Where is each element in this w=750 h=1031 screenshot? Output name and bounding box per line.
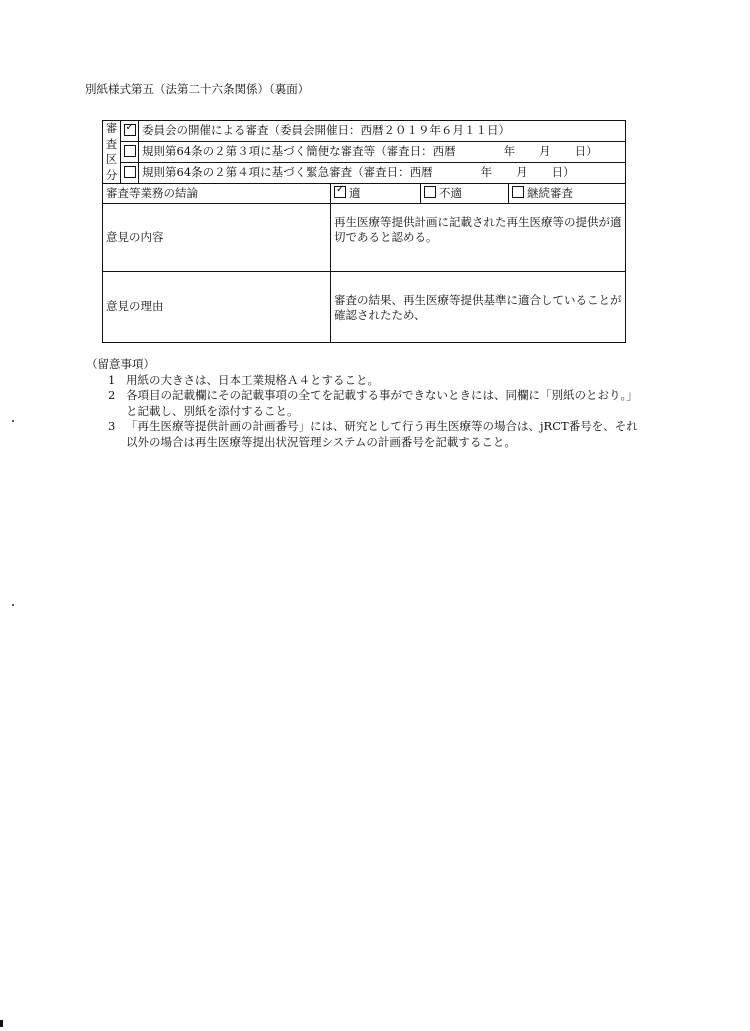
conclusion-option-continue[interactable]: 継続審査 [509,184,626,204]
scan-mark [0,1020,3,1027]
review-category-heading: 審 査 区 分 [103,121,121,184]
scan-speck [12,604,14,606]
note-text: 「再生医療等提供計画の計画番号」には、研究として行う再生医療等の場合は、jRCT番号を、それ以外の場合は再生医療等提出状況管理システムの計画番号を記載すること。 [126,419,638,449]
opinion-label: 意見の内容 [103,204,331,272]
note-item [108,373,638,389]
approve-checkbox[interactable] [334,186,346,198]
form-label: 別紙様式第五（法第二十六条関係）（裏面） [85,82,310,96]
category-row-emergency [103,163,626,184]
conclusion-option-approve[interactable]: ✓ 適 [331,184,421,204]
category-row-simplified [103,142,626,163]
emergency-review-label: 規則第64条の２第４項に基づく緊急審査（審査日：西暦 年 月 日） [139,163,626,184]
reason-row [103,272,626,343]
reason-text: 審査の結果、再生医療等提供基準に適合していることが確認されたため、 [331,272,626,343]
note-text: 用紙の大きさは、日本工業規格Ａ４とすること。 [126,372,379,387]
simplified-review-label: 規則第64条の２第３項に基づく簡便な審査等（審査日：西暦 年 月 日） [139,142,626,163]
notes-heading: （留意事項） [86,357,155,371]
opinion-text: 再生医療等提供計画に記載された再生医療等の提供が適切であると認める。 [331,204,626,272]
note-number: 2 [108,388,116,402]
continue-review-checkbox[interactable] [512,186,524,198]
scan-speck [12,420,14,422]
conclusion-option-reject[interactable]: 不適 [421,184,509,204]
opinion-row [103,204,626,272]
note-item [108,388,638,419]
notes-section [86,357,638,450]
reject-checkbox[interactable] [424,186,436,198]
simplified-review-checkbox[interactable] [124,145,136,157]
note-number: 1 [108,372,116,387]
note-number: 3 [108,419,116,433]
conclusion-row [103,184,626,204]
conclusion-label: 審査等業務の結論 [103,184,331,204]
committee-review-checkbox[interactable] [124,124,136,136]
note-text: 各項目の記載欄にその記載事項の全てを記載する事ができないときには、同欄に「別紙のとおり。」と記載し、別紙を添付すること。 [126,388,638,418]
category-row-committee [103,121,626,142]
review-form-table [102,120,626,343]
reason-label: 意見の理由 [103,272,331,343]
note-item [108,419,638,450]
committee-review-label: 委員会の開催による審査（委員会開催日：西暦２０１９年６月１１日） [139,121,626,142]
emergency-review-checkbox[interactable] [124,166,136,178]
